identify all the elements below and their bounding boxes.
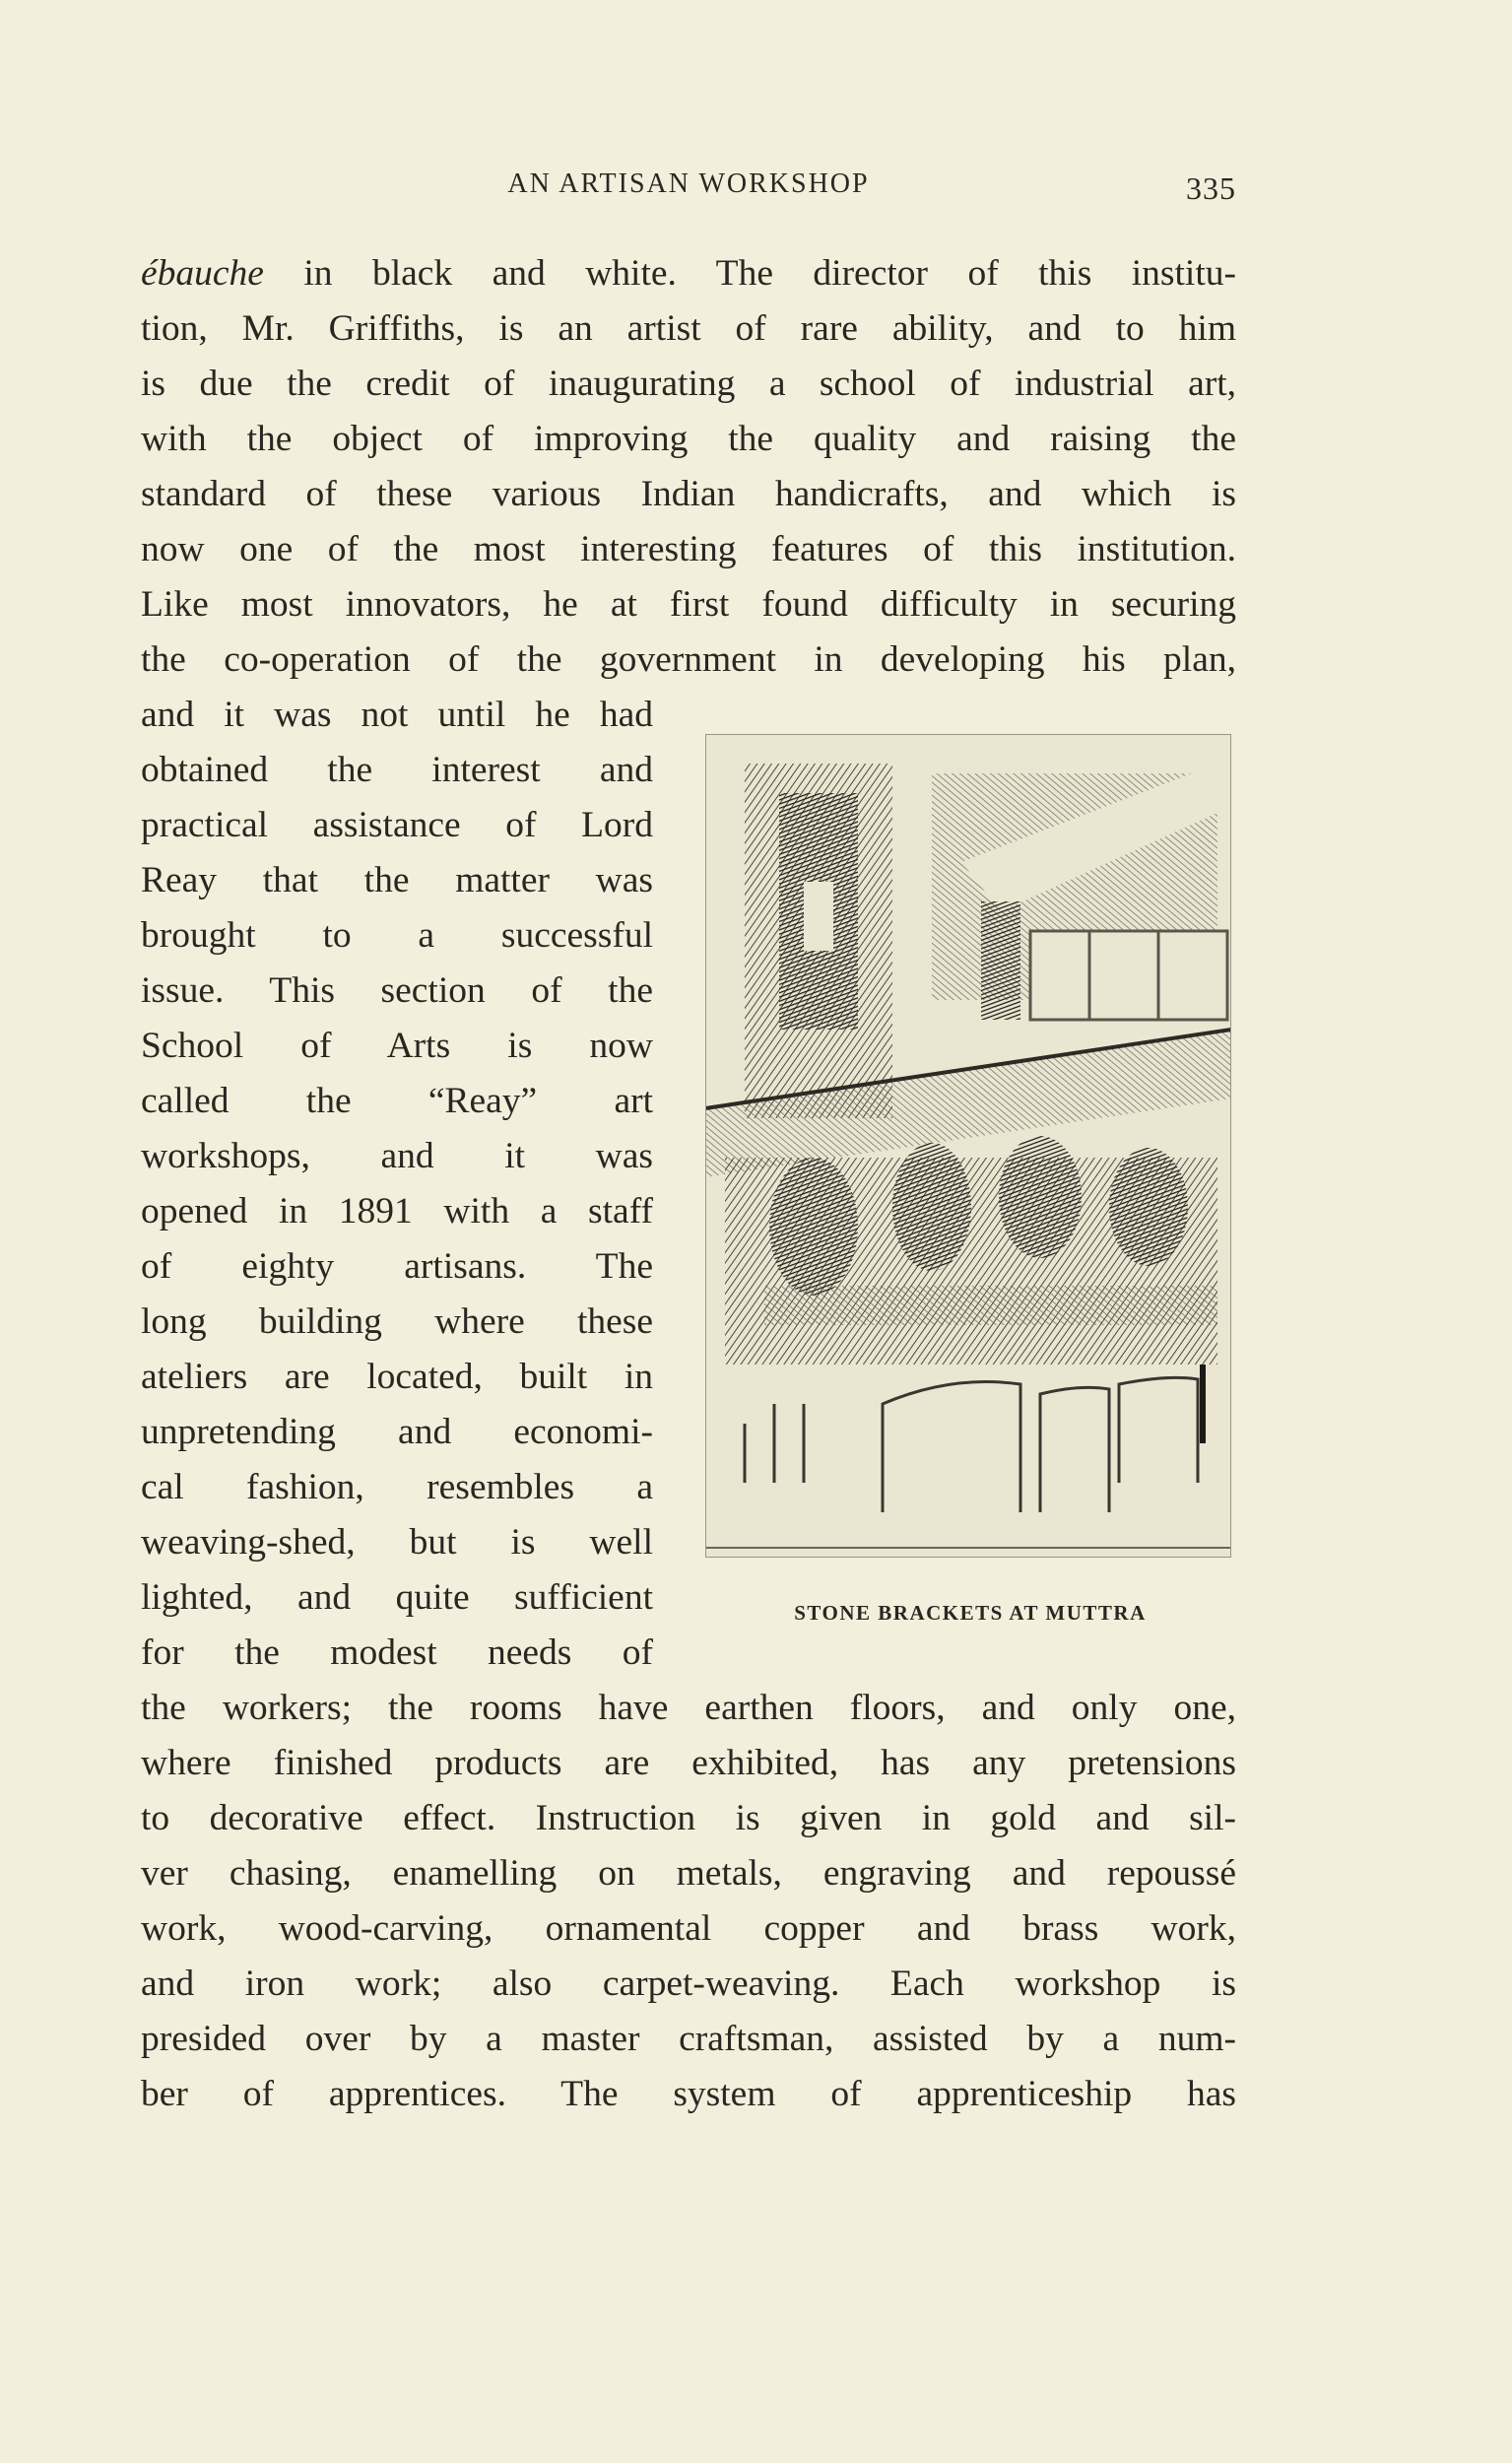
text-line: and it was not until he had bbox=[141, 695, 653, 735]
text-line: tion, Mr. Griffiths, is an artist of rare ability, and to him bbox=[141, 308, 1236, 349]
text-line: standard of these various Indian handicrafts, and which is bbox=[141, 474, 1236, 514]
running-title: AN ARTISAN WORKSHOP bbox=[507, 168, 870, 199]
text-line: and iron work; also carpet-weaving. Each workshop is bbox=[141, 1964, 1236, 2004]
text-line: unpretending and economi- bbox=[141, 1412, 653, 1452]
text-line: practical assistance of Lord bbox=[141, 805, 653, 845]
text-line: ber of apprentices. The system of apprenticeship has bbox=[141, 2074, 1236, 2114]
text-line: School of Arts is now bbox=[141, 1026, 653, 1066]
text-line: the co-operation of the government in developing his plan, bbox=[141, 639, 1236, 680]
text-line: with the object of improving the quality and raising the bbox=[141, 419, 1236, 459]
text-line: ver chasing, enamelling on metals, engraving and repoussé bbox=[141, 1853, 1236, 1894]
page-number: 335 bbox=[1186, 170, 1236, 206]
text-line: obtained the interest and bbox=[141, 750, 653, 790]
text-line: to decorative effect. Instruction is given in gold and sil- bbox=[141, 1798, 1236, 1838]
text-line: for the modest needs of bbox=[141, 1632, 653, 1673]
text-line: Reay that the matter was bbox=[141, 860, 653, 900]
text-line: ateliers are located, built in bbox=[141, 1357, 653, 1397]
text-line: ébauche in black and white. The director of this institu- bbox=[141, 253, 1236, 294]
text-line: Like most innovators, he at first found difficulty in securing bbox=[141, 584, 1236, 625]
engraving-image bbox=[705, 734, 1231, 1558]
italic-word: ébauche bbox=[141, 253, 264, 294]
text-line: presided over by a master craftsman, assisted by a num- bbox=[141, 2019, 1236, 2059]
page-header bbox=[141, 163, 1236, 206]
text-line: lighted, and quite sufficient bbox=[141, 1577, 653, 1618]
text-line: the workers; the rooms have earthen floors, and only one, bbox=[141, 1688, 1236, 1728]
text-line: long building where these bbox=[141, 1301, 653, 1342]
text-line: called the “Reay” art bbox=[141, 1081, 653, 1121]
text-line: workshops, and it was bbox=[141, 1136, 653, 1176]
text-line: weaving-shed, but is well bbox=[141, 1522, 653, 1563]
text-line: brought to a successful bbox=[141, 915, 653, 956]
illustration-stone-brackets bbox=[705, 734, 1231, 1558]
text-line: is due the credit of inaugurating a school of industrial art, bbox=[141, 364, 1236, 404]
text-line: where finished products are exhibited, has any pretensions bbox=[141, 1743, 1236, 1783]
text-line: opened in 1891 with a staff bbox=[141, 1191, 653, 1232]
text-line: now one of the most interesting features of this institution. bbox=[141, 529, 1236, 569]
text-line: of eighty artisans. The bbox=[141, 1246, 653, 1287]
text-line: work, wood-carving, ornamental copper and brass work, bbox=[141, 1908, 1236, 1949]
figure-caption: STONE BRACKETS AT MUTTRA bbox=[794, 1601, 1147, 1625]
text-line: issue. This section of the bbox=[141, 970, 653, 1011]
paragraph-top bbox=[141, 246, 1236, 688]
paragraph-bottom bbox=[141, 1681, 1236, 2122]
text-line: cal fashion, resembles a bbox=[141, 1467, 653, 1507]
paragraph-wrapped-column bbox=[141, 688, 653, 1681]
